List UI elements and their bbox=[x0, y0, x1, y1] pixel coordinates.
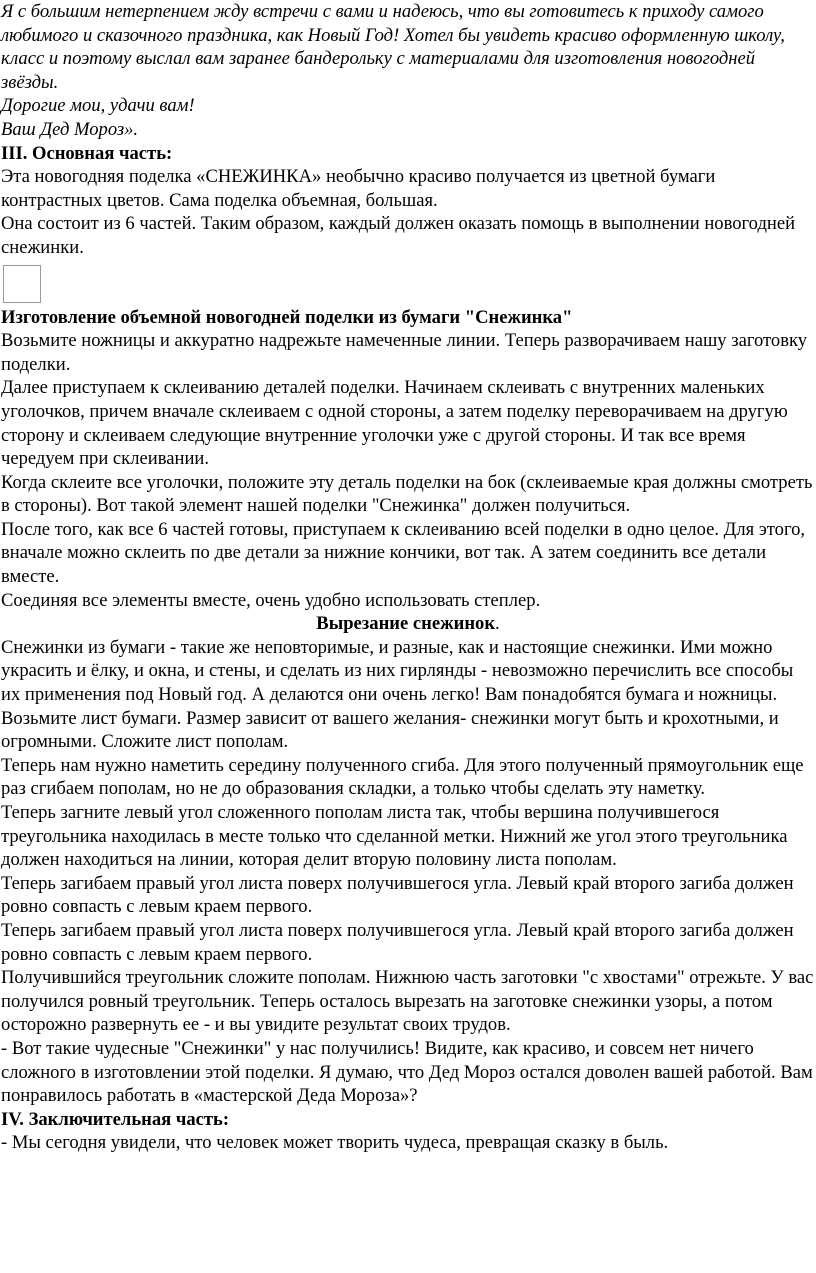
conclusion-paragraph: - Мы сегодня увидели, что человек может творить чудеса, превращая сказку в быль. bbox=[1, 1132, 669, 1154]
cutting-paragraph: Теперь загибаем правый угол листа поверх получившегося угла. Левый край второго загиба должен ровно совпасть с левым краем первого. bbox=[1, 872, 794, 918]
crafting-step: Далее приступаем к склеиванию деталей поделки. Начинаем склеивать с внутренних маленьких уголочков, причем вначале склеиваем с одной стороны, а затем поделку переворачиваем на другую сторону и склеиваем следующие внутренние уголочки уже с другой стороны. И так все время чередуем при склеивании. bbox=[1, 377, 788, 470]
cutting-paragraph: Теперь загните левый угол сложенного пополам листа так, чтобы вершина получившегося треугольника находилась в месте только что сделанной метки. Нижний же угол этого треугольника должен находиться на линии, которая делит вторую половину листа пополам. bbox=[1, 802, 788, 871]
cutting-paragraph: Теперь загибаем правый угол листа поверх получившегося угла. Левый край второго загиба должен ровно совпасть с левым краем первого. bbox=[1, 919, 794, 965]
crafting-step: Соединяя все элементы вместе, очень удобно использовать степлер. bbox=[1, 589, 541, 611]
cutting-heading: Вырезание снежинок bbox=[316, 613, 496, 635]
intro-paragraph: Эта новогодняя поделка «СНЕЖИНКА» необычно красиво получается из цветной бумаги контрастных цветов. Сама поделка объемная, большая. bbox=[1, 166, 716, 211]
letter-farewell: Дорогие мои, удачи вам! bbox=[1, 95, 195, 117]
cutting-paragraph: Теперь нам нужно наметить середину полученного сгиба. Для этого полученный прямоугольник еще раз сгибаем пополам, но не до образования складки, а только чтобы сделать эту наметку. bbox=[1, 754, 804, 800]
crafting-step: Возьмите ножницы и аккуратно надрежьте намеченные линии. Теперь разворачиваем нашу заготовку поделки. bbox=[1, 330, 808, 375]
letter-paragraph: Я с большим нетерпением жду встречи с вами и надеюсь, что вы готовитесь к приходу самого любимого и сказочного праздника, как Новый Год! Хотел бы увидеть красиво оформленную школу, класс и поэтому выслал вам заранее бандерольку с материалами для изготовления новогодней звёзды. bbox=[1, 1, 785, 93]
section-heading-conclusion: IV. Заключительная часть: bbox=[1, 1108, 230, 1130]
document-page bbox=[1, 0, 815, 1155]
cutting-heading-period: . bbox=[495, 613, 500, 635]
section-heading-main: III. Основная часть: bbox=[1, 142, 173, 164]
intro-paragraph: Она состоит из 6 частей. Таким образом, каждый должен оказать помощь в выполнении новогодней снежинки. bbox=[1, 213, 796, 258]
crafting-step: Когда склеите все уголочки, положите эту деталь поделки на бок (склеиваемые края должны смотреть в стороны). Вот такой элемент нашей поделки "Снежинка" должен получиться. bbox=[1, 471, 813, 517]
crafting-step: После того, как все 6 частей готовы, приступаем к склеиванию всей поделки в одно целое. Для этого, вначале можно склеить по две детали за нижние кончики, вот так. А затем соединить все детали вместе. bbox=[1, 518, 806, 588]
cutting-paragraph: Получившийся треугольник сложите пополам. Нижнюю часть заготовки "с хвостами" отрежьте. У вас получился ровный треугольник. Теперь осталось вырезать на заготовке снежинки узоры, а потом осторожно развернуть ее - и вы увидите результат своих трудов. bbox=[1, 967, 814, 1036]
cutting-heading-line bbox=[1, 612, 815, 636]
cutting-paragraph: - Вот такие чудесные "Снежинки" у нас получились! Видите, как красиво, и совсем нет ничего сложного в изготовлении этой поделки. Я думаю, что Дед Мороз остался доволен вашей работой. Вам понравилось работать в «мастерской Деда Мороза»? bbox=[1, 1037, 813, 1107]
cutting-paragraph: Возьмите лист бумаги. Размер зависит от вашего желания- снежинки могут быть и крохотными, и огромными. Сложите лист пополам. bbox=[1, 707, 779, 753]
crafting-heading: Изготовление объемной новогодней поделки из бумаги "Снежинка" bbox=[1, 306, 573, 328]
cutting-paragraph: Снежинки из бумаги - такие же неповторимые, и разные, как и настоящие снежинки. Ими можно украсить и ёлку, и окна, и стены, и сделать из них гирлянды - невозможно перечислить все способы их применения под Новый год. А делаются они очень легко! Вам понадобятся бумага и ножницы. bbox=[1, 636, 794, 706]
letter-signature: Ваш Дед Мороз». bbox=[1, 118, 139, 140]
image-placeholder bbox=[3, 265, 41, 303]
